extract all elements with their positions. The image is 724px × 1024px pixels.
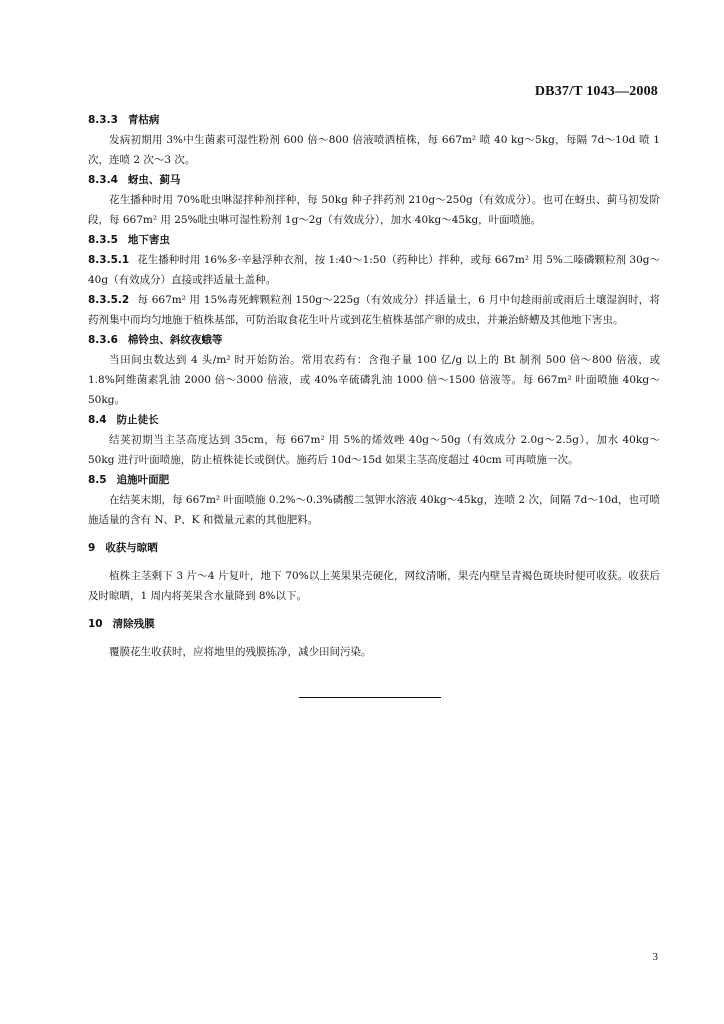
section-heading: [88, 230, 660, 250]
section-number: 8.3.4: [88, 174, 118, 186]
section-number: 8.3.5: [88, 234, 118, 246]
paragraph: 植株主茎剩下 3 片～4 片复叶，地下 70%以上荚果果壳硬化，网纹清晰，果壳内壁呈青褐色斑块时便可收获。收获后及时晾晒，1 周内将荚果含水量降到 8%以下。: [88, 570, 660, 602]
chapter-heading: [88, 614, 660, 634]
clause-number: 8.3.5.1: [88, 254, 130, 266]
section-title: 蚜虫、蓟马: [127, 174, 181, 186]
section-heading: [88, 470, 660, 490]
chapter-number: 10: [88, 618, 103, 630]
section-number: 8.5: [88, 474, 107, 486]
section-title: 地下害虫: [127, 234, 170, 246]
page-number: 3: [652, 951, 658, 963]
section-heading: [88, 110, 660, 130]
section-heading: [88, 410, 660, 430]
section-number: 8.3.6: [88, 334, 118, 346]
document-code: DB37/T 1043—2008: [534, 84, 658, 99]
section-heading: [88, 330, 660, 350]
numbered-paragraph: [88, 290, 660, 330]
paragraph: 在结荚末期，每 667m² 叶面喷施 0.2%～0.3%磷酸二氢钾水溶液 40kg～45kg，连喷 2 次，间隔 7d～10d，也可喷施适量的含有 N、P、K 和微量元素的其他肥料。: [88, 494, 660, 526]
numbered-paragraph: [88, 250, 660, 290]
clause-text: 花生播种时用 16%多·辛悬浮种衣剂，按 1:40～1:50（药种比）拌种，或每 667m² 用 5%二嗪磷颗粒剂 30g～40g（有效成分）直接或拌适量土盖种。: [88, 254, 660, 286]
end-divider: [299, 697, 441, 698]
section-title: 棉铃虫、斜纹夜蛾等: [127, 334, 223, 346]
section-title: 追施叶面肥: [116, 474, 170, 486]
paragraph: 覆膜花生收获时，应将地里的残膜拣净，减少田间污染。: [109, 646, 372, 658]
chapter-title: 收获与晾晒: [105, 542, 158, 554]
paragraph: 当田间虫数达到 4 头/m² 时开始防治。常用农药有：含孢子量 100 亿/g 以上的 Bt 制剂 500 倍～800 倍液，或 1.8%阿维菌素乳油 2000 倍～3000 倍液，或 40%辛硫磷乳油 1000 倍～1500 倍液等。每 667m² 叶面喷施 40kg～50kg。: [88, 354, 660, 406]
chapter-title: 清除残膜: [112, 618, 155, 630]
paragraph: 花生播种时用 70%吡虫啉湿拌种剂拌种，每 50kg 种子拌药剂 210g～250g（有效成分）。也可在蚜虫、蓟马初发阶段，每 667m² 用 25%吡虫啉可湿性粉剂 1g～2g（有效成分），加水 40kg～45kg，叶面喷施。: [88, 194, 660, 226]
clause-text: 每 667m² 用 15%毒死蜱颗粒剂 150g～225g（有效成分）拌适量土，6 月中旬趁雨前或雨后土壤湿润时，将药剂集中而均匀地施于植株基部，可防治取食花生叶片或到花生植株基部产卵的成虫，并兼治蛴螬及其他地下害虫。: [88, 294, 660, 326]
page-body: [88, 110, 660, 662]
section-title: 防止徒长: [116, 414, 159, 426]
chapter-heading: [88, 538, 660, 558]
section-number: 8.4: [88, 414, 107, 426]
section-title: 青枯病: [127, 114, 160, 126]
clause-number: 8.3.5.2: [88, 294, 130, 306]
section-heading: [88, 170, 660, 190]
section-number: 8.3.3: [88, 114, 118, 126]
paragraph: 发病初期用 3%中生菌素可湿性粉剂 600 倍～800 倍液喷洒植株，每 667m² 喷 40 kg～5kg，每隔 7d～10d 喷 1 次，连喷 2 次～3 次。: [88, 134, 660, 166]
chapter-number: 9: [88, 542, 96, 554]
paragraph: 结荚初期当主茎高度达到 35cm，每 667m² 用 5%的烯效唑 40g～50g（有效成分 2.0g～2.5g），加水 40kg～50kg 进行叶面喷施，防止植株徒长或倒伏。施药后 10d～15d 如果主茎高度超过 40cm 可再喷施一次。: [88, 434, 660, 466]
